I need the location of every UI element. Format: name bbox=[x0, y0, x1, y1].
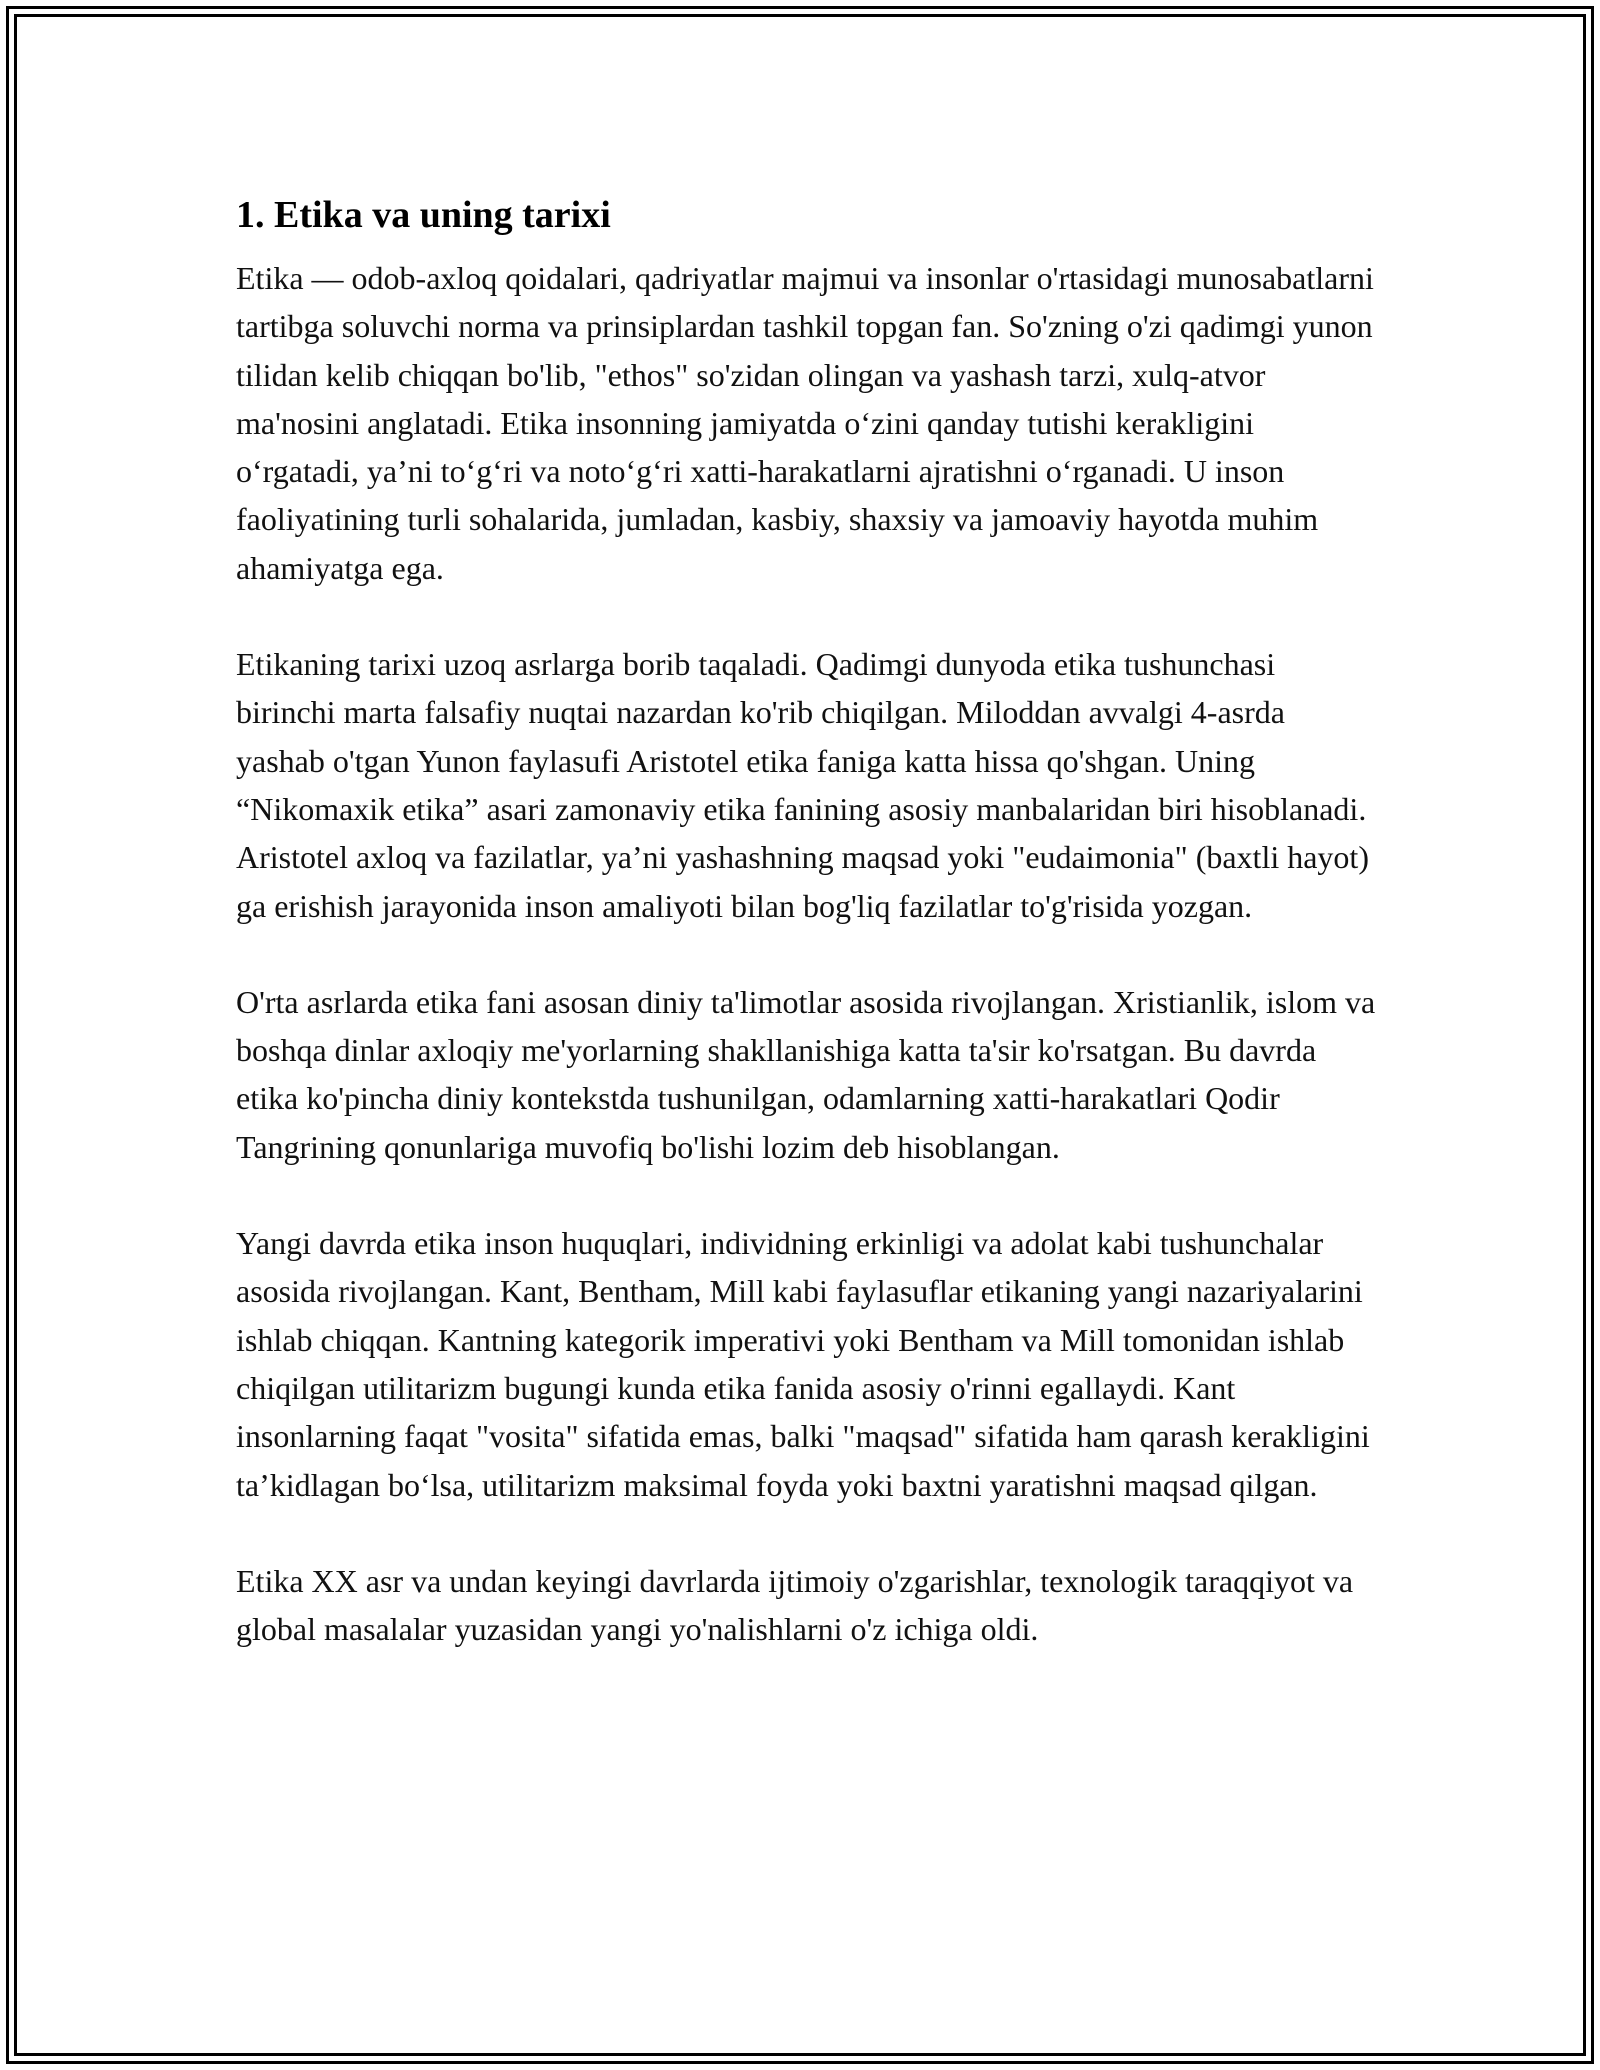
paragraph-ancient-history: Etikaning tarixi uzoq asrlarga borib taqaladi. Qadimgi dunyoda etika tushunchasi birinchi marta falsafiy nuqtai nazardan ko'rib chiqilgan. Miloddan avvalgi 4-asrda yashab o'tgan Yunon faylasufi Aristotel etika faniga katta hissa qo'shgan. Uning “Nikomaxik etika” asari zamonaviy etika fanining asosiy manbalaridan biri hisoblanadi. Aristotel axloq va fazilatlar, ya’ni yashashning maqsad yoki "eudaimonia" (baxtli hayot) ga erishish jarayonida inson amaliyoti bilan bog'liq fazilatlar to'g'risida yozgan. bbox=[236, 646, 1369, 924]
paragraph-modern-era: Yangi davrda etika inson huquqlari, individning erkinligi va adolat kabi tushunchalar asosida rivojlangan. Kant, Bentham, Mill kabi faylasuflar etikaning yangi nazariyalarini ishlab chiqqan. Kantning kategorik imperativi yoki Bentham va Mill tomonidan ishlab chiqilgan utilitarizm bugungi kunda etika fanida asosiy o'rinni egallaydi. Kant insonlarning faqat "vosita" sifatida emas, balki "maqsad" sifatida ham qarash kerakligini ta’kidlagan bo‘lsa, utilitarizm maksimal foyda yoki baxtni yaratishni maqsad qilgan. bbox=[236, 1225, 1370, 1503]
document-body bbox=[236, 186, 1376, 1653]
section-heading: 1. Etika va uning tarixi bbox=[236, 194, 611, 236]
paragraph-middle-ages: O'rta asrlarda etika fani asosan diniy ta'limotlar asosida rivojlangan. Xristianlik, islom va boshqa dinlar axloqiy me'yorlarning shakllanishiga katta ta'sir ko'rsatgan. Bu davrda etika ko'pincha diniy kontekstda tushunilgan, odamlarning xatti-harakatlari Qodir Tangrining qonunlariga muvofiq bo'lishi lozim deb hisoblangan. bbox=[236, 983, 1376, 1165]
paragraph-twentieth-century: Etika XX asr va undan keyingi davrlarda ijtimoiy o'zgarishlar, texnologik taraqqiyot va global masalalar yuzasidan yangi yo'nalishlarni o'z ichiga oldi. bbox=[236, 1562, 1354, 1648]
paragraph-definition: Etika — odob-axloq qoidalari, qadriyatlar majmui va insonlar o'rtasidagi munosabatlarni tartibga soluvchi norma va prinsiplardan tashkil topgan fan. So'zning o'zi qadimgi yunon tilidan kelib chiqqan bo'lib, "ethos" so'zidan olingan va yashash tarzi, xulq-atvor ma'nosini anglatadi. Etika insonning jamiyatda o‘zini qanday tutishi kerakligini o‘rgatadi, ya’ni to‘g‘ri va noto‘g‘ri xatti-harakatlarni ajratishni o‘rganadi. U inson faoliyatining turli sohalarida, jumladan, kasbiy, shaxsiy va jamoaviy hayotda muhim ahamiyatga ega. bbox=[236, 260, 1374, 586]
